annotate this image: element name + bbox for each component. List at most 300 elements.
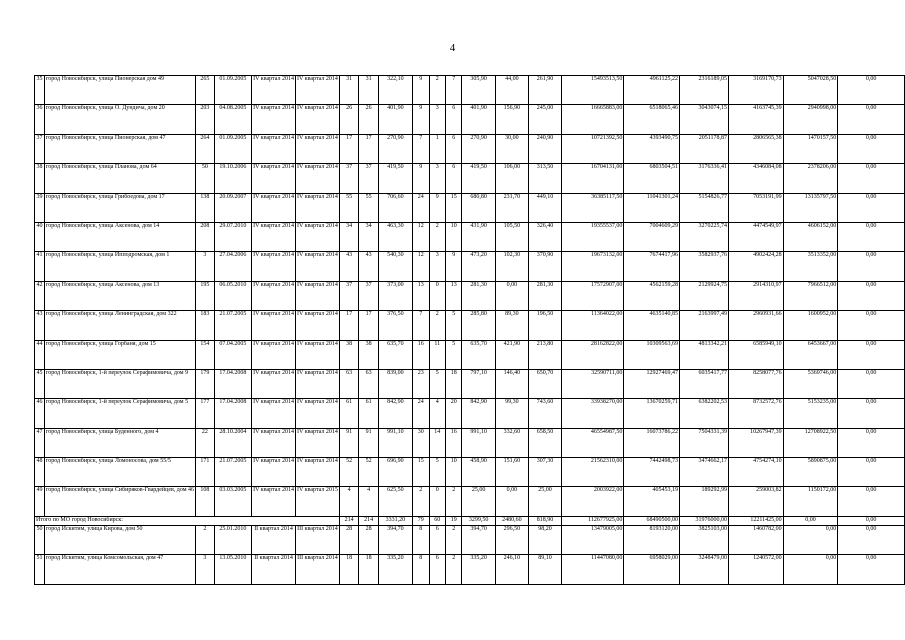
cell-n3: 18 <box>446 369 462 398</box>
cell-n3: 2 <box>446 555 462 584</box>
total-z: 0,00 <box>838 516 905 525</box>
cell-a1: 635,70 <box>462 340 495 369</box>
cell-a3: 213,80 <box>529 340 562 369</box>
cell-n3: 10 <box>446 458 462 487</box>
cell-addr: город Искитим, улица Комсомольская, дом 47 <box>44 555 195 584</box>
cell-a3: 25,00 <box>529 487 562 516</box>
cell-v2: 43 <box>359 252 378 281</box>
cell-cost: 11364022,00 <box>562 311 624 340</box>
table-row <box>35 222 905 251</box>
cell-n1: 23 <box>413 369 429 398</box>
cell-f1: 16073786,22 <box>624 428 680 457</box>
total-f3: 12211425,00 <box>729 516 784 525</box>
cell-v1: 38 <box>339 340 358 369</box>
cell-v1: 28 <box>339 525 358 554</box>
cell-n1: 9 <box>413 76 429 105</box>
cell-a1: 419,50 <box>462 164 495 193</box>
table-row <box>35 399 905 428</box>
cell-z: 0,00 <box>838 311 905 340</box>
cell-f4: 6453667,00 <box>783 340 838 369</box>
cell-f3: 4754274,10 <box>729 458 784 487</box>
cell-v2: 63 <box>359 369 378 398</box>
cell-area: 322,10 <box>378 76 412 105</box>
cell-q1: IV квартал 2014 <box>252 76 296 105</box>
cell-f2: 5154826,77 <box>680 193 729 222</box>
cell-a1: 473,20 <box>462 252 495 281</box>
total-area: 3331,20 <box>378 516 412 525</box>
cell-n2: 11 <box>429 340 445 369</box>
cell-z: 0,00 <box>838 252 905 281</box>
cell-area: 991,10 <box>378 428 412 457</box>
cell-f1: 12927469,47 <box>624 369 680 398</box>
cell-a3: 658,50 <box>529 428 562 457</box>
cell-a3: 261,90 <box>529 76 562 105</box>
cell-n3: 2 <box>446 525 462 554</box>
total-label: Итого по МО город Новосибирск: <box>35 516 340 525</box>
cell-q2: IV квартал 2014 <box>295 399 339 428</box>
cell-z: 0,00 <box>838 487 905 516</box>
cell-cost: 21562310,00 <box>562 458 624 487</box>
cell-f4: 0,00 <box>783 555 838 584</box>
cell-a2: 246,10 <box>495 555 528 584</box>
cell-addr: город Новосибирск, улица Ленинградская, дом 322 <box>44 311 195 340</box>
total-f1: 68490500,00 <box>624 516 680 525</box>
register-table <box>34 75 905 585</box>
cell-docno: 203 <box>196 105 215 134</box>
cell-z: 0,00 <box>838 399 905 428</box>
cell-date: 01.09.2005 <box>214 76 251 105</box>
table-row <box>35 487 905 516</box>
cell-f4: 3513352,00 <box>783 252 838 281</box>
cell-n2: 5 <box>429 458 445 487</box>
cell-date: 17.04.2008 <box>214 369 251 398</box>
cell-v1: 63 <box>339 369 358 398</box>
cell-q1: IV квартал 2014 <box>252 311 296 340</box>
cell-f2: 2051178,87 <box>680 134 729 163</box>
cell-f2: 2163997,49 <box>680 311 729 340</box>
cell-a2: 30,00 <box>495 134 528 163</box>
cell-n3: 7 <box>446 76 462 105</box>
cell-f4: 13135797,50 <box>783 193 838 222</box>
cell-n1: 9 <box>413 164 429 193</box>
cell-cost: 16665883,00 <box>562 105 624 134</box>
cell-f4: 2940998,00 <box>783 105 838 134</box>
cell-f4: 5047028,50 <box>783 76 838 105</box>
cell-n2: 6 <box>429 555 445 584</box>
cell-q1: IV квартал 2014 <box>252 105 296 134</box>
cell-n2: 0 <box>429 281 445 310</box>
cell-addr: город Новосибирск, улица Аксенова, дом 14 <box>44 222 195 251</box>
cell-f1: 6958029,00 <box>624 555 680 584</box>
cell-n3: 5 <box>446 340 462 369</box>
cell-n1: 24 <box>413 193 429 222</box>
total-f2: 31976000,00 <box>680 516 729 525</box>
cell-n3: 16 <box>446 428 462 457</box>
total-n3: 19 <box>446 516 462 525</box>
table-row <box>35 193 905 222</box>
total-cost: 112677925,00 <box>562 516 624 525</box>
cell-f2: 3825103,00 <box>680 525 729 554</box>
cell-area: 463,30 <box>378 222 412 251</box>
cell-f4: 5369746,00 <box>783 369 838 398</box>
cell-addr: город Новосибирск, улица Сибиряков-Гвардейцев, дом 46 <box>44 487 195 516</box>
table-row <box>35 340 905 369</box>
cell-q2: III квартал 2014 <box>295 555 339 584</box>
cell-docno: 22 <box>196 428 215 457</box>
cell-f2: 189292,99 <box>680 487 729 516</box>
cell-v2: 17 <box>359 134 378 163</box>
cell-q1: IV квартал 2014 <box>252 369 296 398</box>
cell-z: 0,00 <box>838 458 905 487</box>
cell-cost: 36385117,50 <box>562 193 624 222</box>
cell-f4: 4606152,00 <box>783 222 838 251</box>
cell-f4: 2378206,00 <box>783 164 838 193</box>
cell-n2: 0 <box>429 487 445 516</box>
cell-date: 03.03.2005 <box>214 487 251 516</box>
cell-q1: IV квартал 2014 <box>252 281 296 310</box>
cell-f2: 3248479,00 <box>680 555 729 584</box>
cell-v2: 31 <box>359 76 378 105</box>
cell-n1: 30 <box>413 428 429 457</box>
cell-no: 50 <box>35 525 45 554</box>
cell-q2: IV квартал 2015 <box>295 487 339 516</box>
cell-a3: 196,50 <box>529 311 562 340</box>
total-a3: 818,90 <box>529 516 562 525</box>
cell-v2: 4 <box>359 487 378 516</box>
cell-n1: 12 <box>413 252 429 281</box>
cell-cost: 19355537,00 <box>562 222 624 251</box>
cell-v2: 28 <box>359 525 378 554</box>
cell-a2: 146,40 <box>495 369 528 398</box>
cell-area: 696,90 <box>378 458 412 487</box>
cell-cost: 15493513,50 <box>562 76 624 105</box>
cell-no: 49 <box>35 487 45 516</box>
cell-z: 0,00 <box>838 281 905 310</box>
cell-v2: 37 <box>359 281 378 310</box>
cell-v1: 43 <box>339 252 358 281</box>
cell-v2: 61 <box>359 399 378 428</box>
cell-date: 06.05.2010 <box>214 281 251 310</box>
cell-a1: 431,90 <box>462 222 495 251</box>
cell-f1: 10309563,69 <box>624 340 680 369</box>
cell-n3: 5 <box>446 311 462 340</box>
cell-a2: 296,50 <box>495 525 528 554</box>
cell-n1: 8 <box>413 555 429 584</box>
cell-a1: 25,00 <box>462 487 495 516</box>
cell-no: 48 <box>35 458 45 487</box>
total-row <box>35 516 905 525</box>
cell-f3: 4163745,39 <box>729 105 784 134</box>
cell-no: 44 <box>35 340 45 369</box>
cell-area: 839,00 <box>378 369 412 398</box>
cell-n1: 24 <box>413 399 429 428</box>
cell-docno: 3 <box>196 555 215 584</box>
total-v1: 214 <box>339 516 358 525</box>
cell-addr: город Новосибирск, 1-й переулок Серафимовича, дом 5 <box>44 399 195 428</box>
cell-addr: город Новосибирск, улица Грибоедова, дом 17 <box>44 193 195 222</box>
cell-cost: 33938270,00 <box>562 399 624 428</box>
cell-v1: 4 <box>339 487 358 516</box>
cell-f1: 4393490,75 <box>624 134 680 163</box>
cell-q2: IV квартал 2014 <box>295 164 339 193</box>
total-n2: 60 <box>429 516 445 525</box>
cell-n3: 10 <box>446 222 462 251</box>
cell-f1: 11041301,24 <box>624 193 680 222</box>
cell-a1: 335,20 <box>462 555 495 584</box>
cell-q1: IV квартал 2014 <box>252 428 296 457</box>
cell-f4: 1470157,50 <box>783 134 838 163</box>
cell-a2: 99,30 <box>495 399 528 428</box>
cell-q1: IV квартал 2014 <box>252 164 296 193</box>
cell-f4: 5890875,00 <box>783 458 838 487</box>
cell-a3: 281,30 <box>529 281 562 310</box>
cell-addr: город Новосибирск, улица Буденного, дом 4 <box>44 428 195 457</box>
cell-f2: 3270225,74 <box>680 222 729 251</box>
cell-n2: 9 <box>429 193 445 222</box>
cell-q2: IV квартал 2014 <box>295 340 339 369</box>
cell-n2: 2 <box>429 311 445 340</box>
cell-date: 13.05.2010 <box>214 555 251 584</box>
cell-v1: 31 <box>339 76 358 105</box>
table-row <box>35 105 905 134</box>
cell-addr: город Новосибирск, улица Планова, дом 64 <box>44 164 195 193</box>
cell-f3: 2806565,38 <box>729 134 784 163</box>
cell-f4: 1600952,00 <box>783 311 838 340</box>
cell-a3: 650,70 <box>529 369 562 398</box>
cell-a3: 449,10 <box>529 193 562 222</box>
cell-no: 40 <box>35 222 45 251</box>
cell-addr: город Новосибирск, улица Ипподромская, дом 1 <box>44 252 195 281</box>
cell-f3: 1240572,00 <box>729 555 784 584</box>
cell-no: 47 <box>35 428 45 457</box>
cell-f1: 7442498,73 <box>624 458 680 487</box>
cell-docno: 195 <box>196 281 215 310</box>
cell-date: 17.04.2008 <box>214 399 251 428</box>
cell-cost: 17572907,00 <box>562 281 624 310</box>
cell-z: 0,00 <box>838 525 905 554</box>
cell-n2: 3 <box>429 164 445 193</box>
cell-a2: 102,30 <box>495 252 528 281</box>
cell-v2: 18 <box>359 555 378 584</box>
cell-f1: 405453,19 <box>624 487 680 516</box>
cell-n1: 15 <box>413 458 429 487</box>
cell-date: 01.09.2005 <box>214 134 251 163</box>
cell-a2: 106,00 <box>495 164 528 193</box>
cell-n3: 15 <box>446 193 462 222</box>
cell-date: 29.07.2010 <box>214 222 251 251</box>
cell-addr: город Новосибирск, улица Ломоносова, дом 55/5 <box>44 458 195 487</box>
cell-n1: 16 <box>413 340 429 369</box>
table-row <box>35 76 905 105</box>
cell-date: 25.01.2010 <box>214 525 251 554</box>
cell-f1: 6803504,51 <box>624 164 680 193</box>
cell-f2: 2316189,05 <box>680 76 729 105</box>
table-row <box>35 555 905 584</box>
cell-q2: IV квартал 2014 <box>295 458 339 487</box>
cell-v2: 91 <box>359 428 378 457</box>
total-n1: 79 <box>413 516 429 525</box>
cell-a3: 245,00 <box>529 105 562 134</box>
cell-addr: город Новосибирск, улица Аксенова, дом 13 <box>44 281 195 310</box>
cell-a1: 394,70 <box>462 525 495 554</box>
cell-a1: 842,90 <box>462 399 495 428</box>
cell-docno: 2 <box>196 525 215 554</box>
total-a2: 2480,60 <box>495 516 528 525</box>
cell-f3: 4474549,97 <box>729 222 784 251</box>
cell-n3: 6 <box>446 105 462 134</box>
cell-z: 0,00 <box>838 369 905 398</box>
total-v2: 214 <box>359 516 378 525</box>
cell-f2: 7504331,39 <box>680 428 729 457</box>
cell-f3: 7053191,99 <box>729 193 784 222</box>
cell-n1: 13 <box>413 281 429 310</box>
cell-cost: 16704131,00 <box>562 164 624 193</box>
cell-date: 21.07.2005 <box>214 458 251 487</box>
cell-a3: 326,40 <box>529 222 562 251</box>
cell-q2: IV квартал 2014 <box>295 281 339 310</box>
cell-n3: 6 <box>446 164 462 193</box>
cell-v1: 52 <box>339 458 358 487</box>
cell-a2: 44,00 <box>495 76 528 105</box>
cell-f4: 5153235,00 <box>783 399 838 428</box>
cell-no: 39 <box>35 193 45 222</box>
cell-f2: 3474662,17 <box>680 458 729 487</box>
cell-docno: 177 <box>196 399 215 428</box>
cell-f1: 6518065,46 <box>624 105 680 134</box>
cell-a1: 797,10 <box>462 369 495 398</box>
cell-f2: 3582937,76 <box>680 252 729 281</box>
cell-addr: город Новосибирск, улица Горбаня, дом 15 <box>44 340 195 369</box>
cell-v2: 38 <box>359 340 378 369</box>
cell-cost: 10721392,50 <box>562 134 624 163</box>
cell-no: 36 <box>35 105 45 134</box>
cell-cost: 46554987,50 <box>562 428 624 457</box>
cell-a3: 307,30 <box>529 458 562 487</box>
cell-q1: IV квартал 2014 <box>252 222 296 251</box>
cell-n3: 20 <box>446 399 462 428</box>
cell-q2: IV квартал 2014 <box>295 222 339 251</box>
cell-f2: 4813342,21 <box>680 340 729 369</box>
cell-date: 20.09.2007 <box>214 193 251 222</box>
cell-v2: 17 <box>359 311 378 340</box>
cell-z: 0,00 <box>838 164 905 193</box>
cell-z: 0,00 <box>838 340 905 369</box>
cell-q1: IV квартал 2014 <box>252 193 296 222</box>
cell-docno: 3 <box>196 252 215 281</box>
cell-n2: 3 <box>429 252 445 281</box>
cell-area: 540,30 <box>378 252 412 281</box>
cell-q1: IV квартал 2014 <box>252 252 296 281</box>
cell-cost: 32590711,00 <box>562 369 624 398</box>
cell-a2: 0,00 <box>495 487 528 516</box>
cell-docno: 265 <box>196 76 215 105</box>
cell-f3: 2960931,66 <box>729 311 784 340</box>
cell-no: 51 <box>35 555 45 584</box>
cell-v1: 18 <box>339 555 358 584</box>
cell-q2: IV квартал 2014 <box>295 134 339 163</box>
cell-f3: 10267947,39 <box>729 428 784 457</box>
cell-n2: 14 <box>429 428 445 457</box>
cell-f4: 7966512,00 <box>783 281 838 310</box>
total-a1: 3299,50 <box>462 516 495 525</box>
page-number: 4 <box>449 42 456 54</box>
cell-v1: 91 <box>339 428 358 457</box>
cell-f3: 6585949,10 <box>729 340 784 369</box>
cell-n3: 6 <box>446 134 462 163</box>
cell-a1: 680,80 <box>462 193 495 222</box>
cell-docno: 108 <box>196 487 215 516</box>
cell-f4: 0,00 <box>783 525 838 554</box>
cell-z: 0,00 <box>838 193 905 222</box>
cell-z: 0,00 <box>838 105 905 134</box>
cell-a1: 270,90 <box>462 134 495 163</box>
cell-a1: 991,10 <box>462 428 495 457</box>
cell-date: 27.04.2006 <box>214 252 251 281</box>
cell-f2: 3176336,41 <box>680 164 729 193</box>
cell-a3: 240,90 <box>529 134 562 163</box>
cell-f1: 4562159,28 <box>624 281 680 310</box>
cell-n2: 6 <box>429 525 445 554</box>
cell-a2: 105,50 <box>495 222 528 251</box>
cell-addr: город Искитим, улица Кирова, дом 50 <box>44 525 195 554</box>
cell-z: 0,00 <box>838 555 905 584</box>
cell-f3: 3169170,73 <box>729 76 784 105</box>
cell-docno: 171 <box>196 458 215 487</box>
cell-cost: 19673132,00 <box>562 252 624 281</box>
cell-n1: 12 <box>413 222 429 251</box>
cell-no: 46 <box>35 399 45 428</box>
cell-area: 625,50 <box>378 487 412 516</box>
cell-v1: 61 <box>339 399 358 428</box>
cell-area: 635,70 <box>378 340 412 369</box>
cell-cost: 13479005,00 <box>562 525 624 554</box>
cell-n3: 9 <box>446 252 462 281</box>
cell-cost: 11447080,00 <box>562 555 624 584</box>
table-row <box>35 525 905 554</box>
cell-v1: 17 <box>339 134 358 163</box>
cell-n1: 7 <box>413 134 429 163</box>
cell-n2: 2 <box>429 76 445 105</box>
cell-n1: 9 <box>413 105 429 134</box>
cell-q2: IV квартал 2014 <box>295 193 339 222</box>
cell-area: 706,60 <box>378 193 412 222</box>
cell-z: 0,00 <box>838 428 905 457</box>
table-row <box>35 164 905 193</box>
cell-z: 0,00 <box>838 134 905 163</box>
cell-z: 0,00 <box>838 222 905 251</box>
cell-addr: город Новосибирск, 1-й переулок Серафимовича, дом 9 <box>44 369 195 398</box>
cell-f3: 2914310,97 <box>729 281 784 310</box>
cell-f3: 4346084,08 <box>729 164 784 193</box>
cell-addr: город Новосибирск, улица Пионерская, дом 47 <box>44 134 195 163</box>
cell-docno: 179 <box>196 369 215 398</box>
cell-a2: 231,70 <box>495 193 528 222</box>
cell-v1: 37 <box>339 281 358 310</box>
cell-docno: 208 <box>196 222 215 251</box>
table-row <box>35 134 905 163</box>
cell-f4: 12708922,50 <box>783 428 838 457</box>
cell-area: 842,90 <box>378 399 412 428</box>
cell-n2: 2 <box>429 222 445 251</box>
cell-n1: 7 <box>413 311 429 340</box>
cell-f1: 8193120,00 <box>624 525 680 554</box>
cell-a3: 313,50 <box>529 164 562 193</box>
cell-q1: IV квартал 2014 <box>252 458 296 487</box>
cell-q2: IV квартал 2014 <box>295 252 339 281</box>
cell-a3: 370,90 <box>529 252 562 281</box>
cell-v1: 55 <box>339 193 358 222</box>
cell-v1: 17 <box>339 311 358 340</box>
